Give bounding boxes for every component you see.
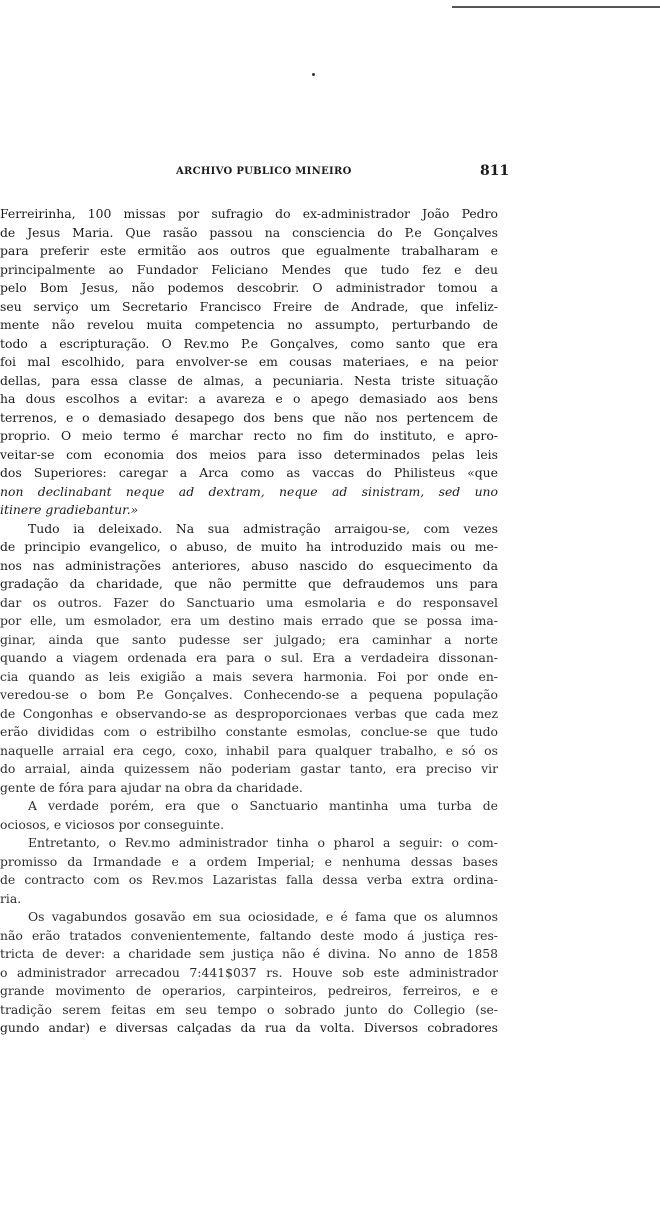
text-line: tradição serem feitas em seu tempo o sobrado junto do Collegio (se-	[0, 1001, 498, 1017]
running-title: ARCHIVO PUBLICO MINEIRO	[176, 166, 352, 177]
paragraph-start: Os vagabundos gosavão em sua ociosidade, e é fama que os alumnos	[28, 909, 498, 924]
page-number: 811	[480, 163, 510, 179]
text-line: ria.	[0, 890, 22, 906]
text-line: por elle, um esmolador, era um destino mais errado que se possa ima-	[0, 613, 498, 628]
text-line: ha dous escolhos a evitar: a avareza e o apego demasiado aos bens	[0, 391, 498, 406]
text-line: do arraial, ainda quizessem não poderiam gastar tanto, era preciso vir	[0, 761, 498, 776]
text-line: de Jesus Maria. Que rasão passou na consciencia do P.e Gonçalves	[0, 224, 498, 240]
top-border-rule	[452, 6, 660, 8]
text-line: promisso da Irmandade e a ordem Imperial; e nenhuma dessas bases	[0, 853, 498, 869]
text-line: veredou-se o bom P.e Gonçalves. Conhecendo-se a pequena população	[0, 687, 498, 702]
text-line: quando a viagem ordenada era para o sul. Era a verdadeira dissonan-	[0, 650, 498, 665]
text-line: dellas, para essa classe de almas, a pecuniaria. Nesta triste situação	[0, 372, 498, 388]
text-line: mente não revelou muita competencia no assumpto, perturbando de	[0, 317, 498, 332]
text-line: Ferreirinha, 100 missas por sufragio do ex-administrador João Pedro	[0, 206, 498, 221]
paragraph-start: Entretanto, o Rev.mo administrador tinha o pharol a seguir: o com-	[28, 835, 498, 850]
text-line: gente de fóra para ajudar na obra da charidade.	[0, 779, 303, 795]
text-line: gundo andar) e diversas calçadas da rua da volta. Diversos cobradores	[0, 1020, 498, 1035]
running-head	[0, 163, 660, 183]
text-line: dos Superiores: caregar a Arca como as vaccas do Philisteus «que	[0, 465, 498, 480]
text-line: cia quando as leis exigião a mais severa harmonia. Foi por onde en-	[0, 668, 498, 684]
text-line: grande movimento de operarios, carpinteiros, pedreiros, ferreiros, e e	[0, 983, 498, 998]
text-line: foi mal escolhido, para envolver-se em cousas materiaes, e na peior	[0, 354, 498, 369]
text-line: de contracto com os Rev.mos Lazaristas falla dessa verba extra ordina-	[0, 872, 498, 887]
text-line: nos nas administrações anteriores, abuso nascido do esquecimento da	[0, 557, 498, 573]
text-line: terrenos, e o demasiado desapego dos bens que não nos pertencem de	[0, 409, 498, 425]
latin-quote-line: itinere gradiebantur.»	[0, 502, 139, 517]
text-line: não erão tratados convenientemente, faltando deste modo á justiça res-	[0, 927, 498, 943]
paragraph-start: Tudo ia deleixado. Na sua admistração arraigou-se, com vezes	[28, 520, 498, 536]
text-line: dar os outros. Fazer do Sanctuario uma esmolaria e do responsavel	[0, 594, 498, 610]
text-line: veitar-se com economia dos meios para isso determinados pelas leis	[0, 446, 498, 462]
text-line: erão divididas com o estribilho constante esmolas, conclue-se que tudo	[0, 724, 498, 739]
text-line: todo a escripturação. O Rev.mo P.e Gonçalves, como santo que era	[0, 335, 498, 351]
text-line: gradação da charidade, que não permitte que defraudemos uns para	[0, 576, 498, 591]
text-line: naquelle arraial era cego, coxo, inhabil para qualquer trabalho, e só os	[0, 742, 498, 758]
text-line: de Congonhas e observando-se as desproporcionaes verbas que cada mez	[0, 705, 498, 721]
latin-quote-line: non declinabant neque ad dextram, neque ad sinistram, sed uno	[0, 483, 498, 499]
text-line: de principio evangelico, o abuso, de muito ha introduzido mais ou me-	[0, 539, 498, 554]
text-line: principalmente ao Fundador Feliciano Mendes que tudo fez e deu	[0, 261, 498, 277]
text-line: proprio. O meio termo é marchar recto no fim do instituto, e apro-	[0, 428, 498, 443]
paragraph-start: A verdade porém, era que o Sanctuario mantinha uma turba de	[28, 798, 498, 813]
text-line: seu serviço um Secretario Francisco Freire de Andrade, que infeliz-	[0, 298, 498, 314]
text-line: para preferir este ermitão aos outros que egualmente trabalharam e	[0, 243, 498, 258]
ink-speck	[312, 73, 315, 76]
text-line: tricta de dever: a charidade sem justiça não é divina. No anno de 1858	[0, 946, 498, 961]
text-line: pelo Bom Jesus, não podemos descobrir. O administrador tomou a	[0, 280, 498, 295]
body-text	[0, 205, 498, 1038]
text-line: ginar, ainda que santo pudesse ser julgado; era caminhar a norte	[0, 631, 498, 647]
text-line: o administrador arrecadou 7:441$037 rs. Houve sob este administrador	[0, 964, 498, 980]
text-line: ociosos, e viciosos por conseguinte.	[0, 816, 225, 832]
